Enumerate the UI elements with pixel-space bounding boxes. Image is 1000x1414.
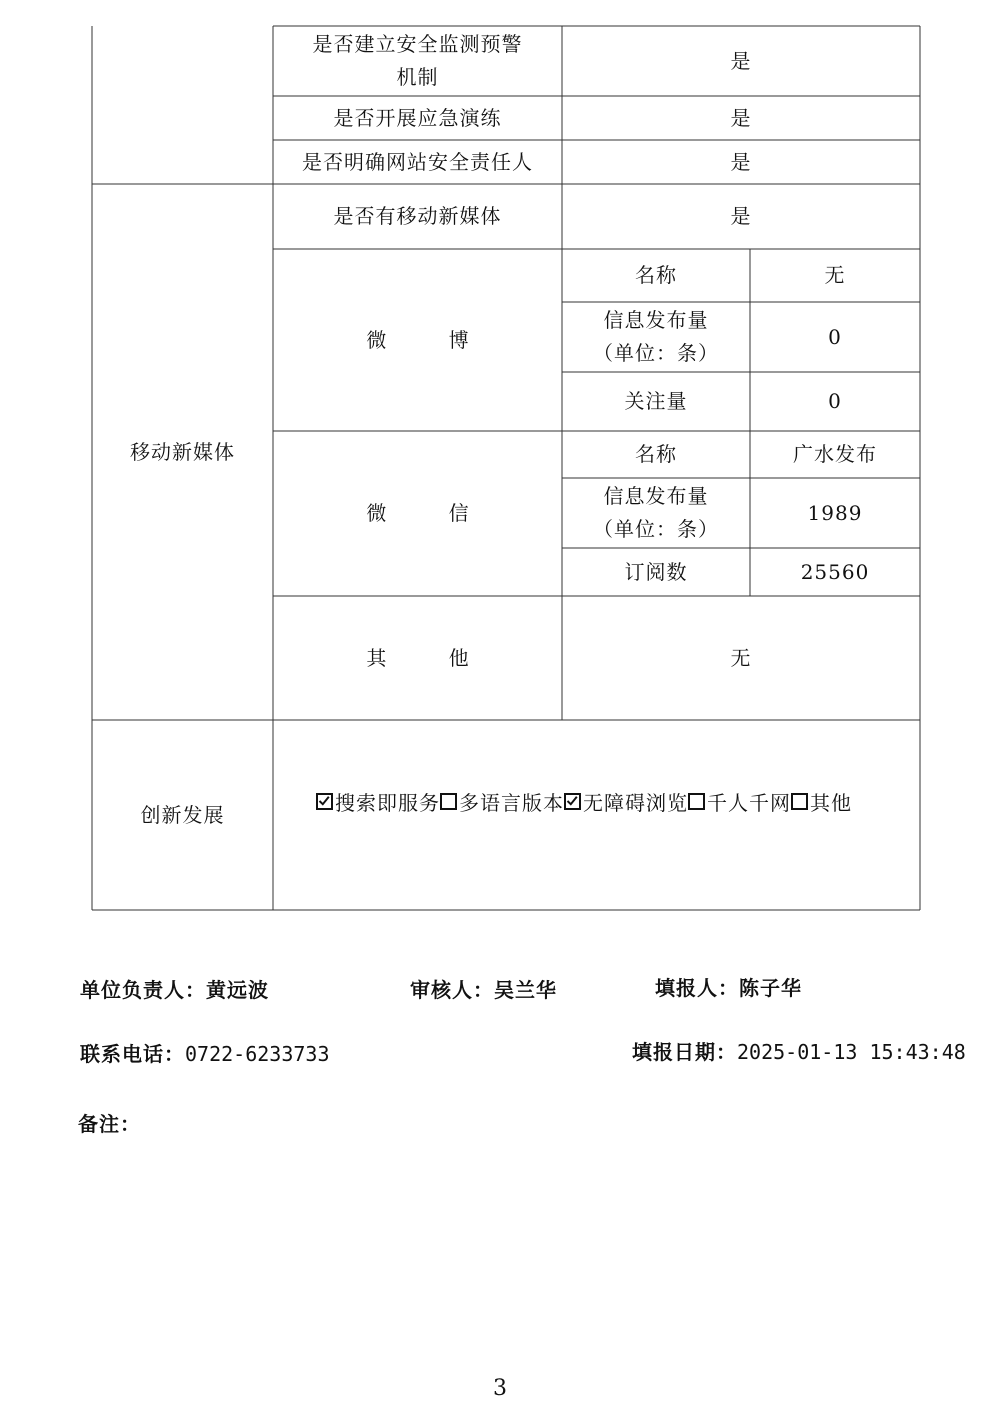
check-icon [566,795,578,807]
check-icon [318,795,330,807]
weixin-posts-value: 1989 [807,500,863,525]
report-date-label: 填报日期： [632,1040,737,1064]
report-date-value: 2025-01-13 15:43:48 [737,1040,966,1064]
option-search-service: 搜索即服务 [335,790,440,815]
option-accessibility: 无障碍浏览 [583,790,688,815]
other-value: 无 [730,645,752,670]
checkbox-accessibility[interactable] [564,793,581,810]
row-value-responsible: 是 [730,149,752,174]
row-value-drill: 是 [730,105,752,130]
filler-value: 陈子华 [739,976,802,1000]
weibo-follow-value: 0 [828,389,842,413]
checkbox-other[interactable] [791,793,808,810]
unit-head-value: 黄远波 [206,978,269,1002]
checkbox-personalized[interactable] [688,793,705,810]
weixin-name-value: 广水发布 [793,442,877,466]
option-other: 其他 [810,790,852,815]
weibo-follow-label: 关注量 [624,389,688,413]
section-label-innovation: 创新发展 [140,802,225,827]
reviewer-value: 吴兰华 [494,978,557,1002]
filler [655,972,802,1001]
unit-head-label: 单位负责人： [80,978,206,1002]
phone [80,1038,330,1067]
weixin-subs-value: 25560 [800,559,870,584]
row-label-responsible: 是否明确网站安全责任人 [302,149,533,174]
remark-label: 备注： [78,1112,141,1136]
checkbox-multilingual[interactable] [440,793,457,810]
page-number: 3 [493,1376,507,1401]
row-value-monitoring: 是 [730,48,752,73]
option-multilingual: 多语言版本 [459,790,564,815]
phone-value: 0722-6233733 [185,1042,330,1066]
section-label-mobile: 移动新媒体 [130,439,235,464]
report-date [632,1036,966,1065]
weixin-name-label: 名称 [635,442,677,466]
innovation-options [316,786,852,816]
other-label: 其 他 [366,645,497,670]
option-personalized: 千人千网 [707,790,791,815]
weibo-label: 微 博 [366,327,497,352]
reviewer [410,974,557,1003]
row-label-monitoring: 是否建立安全监测预警 机制 [312,32,523,89]
weibo-posts-label: 信息发布量 （单位：条） [593,308,719,365]
remark [78,1108,141,1137]
phone-label: 联系电话： [80,1042,185,1066]
row-label-has-mobile: 是否有移动新媒体 [333,204,502,228]
weibo-posts-value: 0 [828,324,842,349]
checkbox-search-service[interactable] [316,793,333,810]
weixin-label: 微 信 [366,501,497,525]
weibo-name-label: 名称 [635,263,677,287]
reviewer-label: 审核人： [410,978,494,1002]
row-value-has-mobile: 是 [730,204,752,228]
filler-label: 填报人： [655,976,739,1000]
weixin-subs-label: 订阅数 [624,559,688,584]
weibo-name-value: 无 [824,263,846,287]
unit-head [80,974,269,1003]
weixin-posts-label: 信息发布量 （单位：条） [593,484,719,541]
row-label-drill: 是否开展应急演练 [333,105,502,130]
